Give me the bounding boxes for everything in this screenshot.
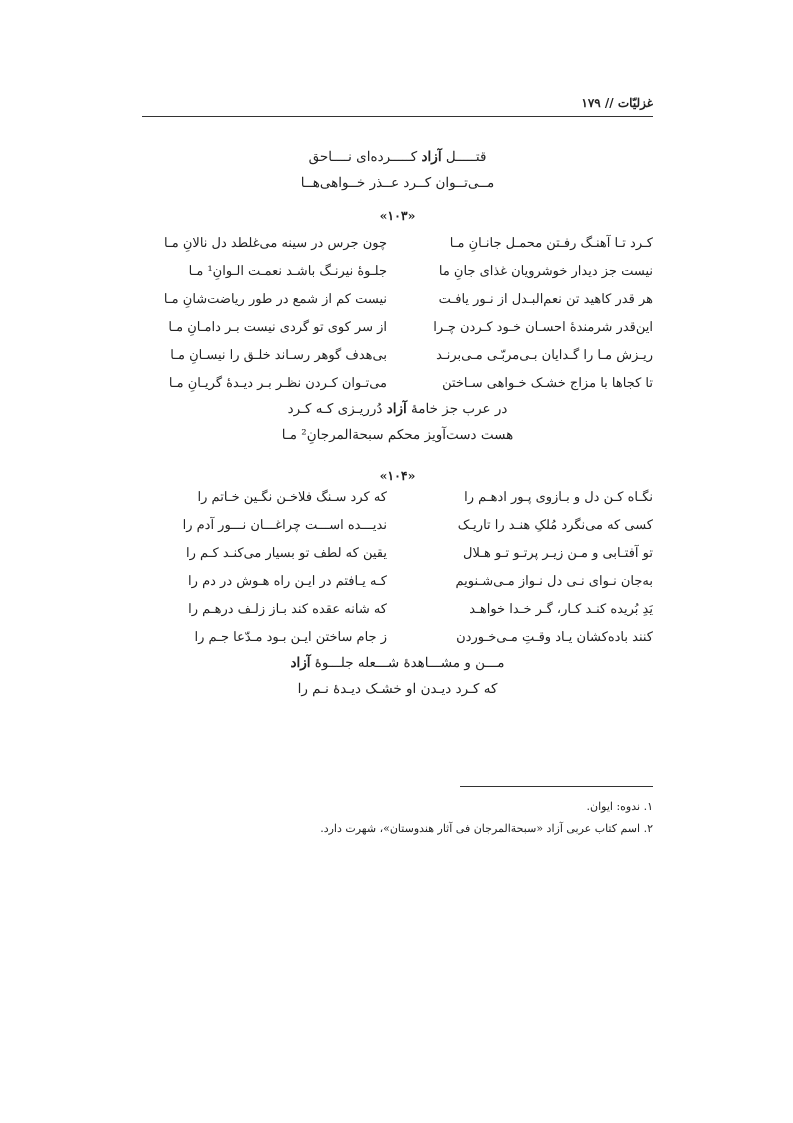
intro-couplet (142, 144, 653, 196)
hemistich-first: کـرد تـا آهنـگ رفـتن محمـل جانـانِ مـا (449, 236, 653, 251)
intro-line-2: مــی‌تــوان کــرد عــذر خــواهی‌هــا (300, 175, 495, 191)
hemistich-first: هر قدر کاهید تن نعم‌البـدل از نـور یافـت (438, 292, 653, 307)
hemistich-second: از سر کوی تو گردی نیست بـر دامـانِ مـا (168, 320, 387, 335)
footnote-divider (460, 786, 653, 787)
closing-line-2: هست دست‌آویز محکم سبحة‌المرجانِ² مـا (281, 427, 514, 443)
hemistich-first: نگـاه کـن دل و بـازوی پـور ادهـم را (464, 490, 653, 505)
footnote-1: ۱. ندوه: ایوان. (586, 800, 653, 813)
hemistich-second: که کرد سـنگ فلاخـن نگـین خـاتم را (197, 490, 387, 505)
hemistich-first: تو آفتـابی و مـن زیـر پرتـو تـو هـلال (463, 546, 653, 561)
couplet-row (142, 258, 653, 286)
couplet-row (142, 512, 653, 540)
hemistich-second: ندیـــده اســـت چراغـــان نـــور آدم را (182, 518, 387, 533)
closing-line-1: در عرب جز خامهٔ آزاد دُرریـزی کـه کـرد (287, 401, 508, 417)
hemistich-first: ریـزش مـا را گـدایان بـی‌مربّـی مـی‌برنـد (436, 348, 653, 363)
hemistich-second: نیست کم از شمع در طور ریاضت‌شانِ مـا (163, 292, 387, 307)
hemistich-first: کسی که می‌نگرد مُلکِ هنـد را تاریـک (457, 518, 653, 533)
couplet-row (142, 370, 653, 398)
hemistich-first: به‌جان نـوای نـی دل نـواز مـی‌شـنویم (455, 574, 653, 589)
couplet-row (142, 568, 653, 596)
couplet-row (142, 230, 653, 258)
intro-line-1: قتـــــل آزاد کـــــرده‌ای نــــاحق (308, 149, 487, 165)
footnotes (142, 796, 653, 840)
poet-name: آزاد (386, 401, 407, 417)
poem-104-couplets (142, 484, 653, 652)
hemistich-first: این‌قدر شرمندهٔ احسـان خـود کـردن چـرا (433, 320, 653, 335)
running-title: غزلیّات // ۱۷۹ (581, 96, 653, 110)
closing-line-1: مـــن و مشـــاهدهٔ شـــعله جلـــوهٔ آزاد (290, 655, 505, 671)
poet-name: آزاد (421, 149, 442, 165)
hemistich-second: جلـوهٔ نیرنـگ باشـد نعمـت الـوانِ¹ مـا (188, 264, 387, 279)
hemistich-first: تا کجاها با مزاج خشـک خـواهی سـاختن (442, 376, 653, 391)
poet-name: آزاد (290, 655, 311, 671)
hemistich-second: ز جام ساختن ایـن بـود مـدّعا جـم را (194, 630, 387, 645)
hemistich-second: بی‌هدف گوهر رسـاند خلـق را نیسـانِ مـا (170, 348, 387, 363)
hemistich-first: یَدِ بُریده کنـد کـار، گـر خـدا خواهـد (469, 602, 653, 617)
poem-103-couplets (142, 230, 653, 398)
couplet-row (142, 596, 653, 624)
hemistich-second: چون جرس در سینه می‌غلطد دل نالانِ مـا (164, 236, 387, 251)
poem-number-104: «۱۰۴» (379, 468, 416, 483)
closing-line-2: که کـرد دیـدن او خشـک دیـدهٔ نـم را (297, 681, 498, 697)
poem-103-closing (142, 396, 653, 448)
couplet-row (142, 342, 653, 370)
hemistich-first: نیست جز دیدار خوشرویان غذای جانِ ما (438, 264, 653, 279)
couplet-row (142, 314, 653, 342)
poem-104-closing (142, 650, 653, 702)
couplet-row (142, 286, 653, 314)
couplet-row (142, 540, 653, 568)
hemistich-second: می‌تـوان کـردن نظـر بـر دیـدهٔ گریـانِ مـا (168, 376, 387, 391)
hemistich-second: کـه یـافتم در ایـن راه هـوش در دم را (188, 574, 387, 589)
poem-number-103: «۱۰۳» (379, 208, 416, 223)
hemistich-second: یقین که لطف تو بسیار می‌کنـد کـم را (186, 546, 387, 561)
footnote-2: ۲. اسم کتاب عربی آزاد «سبحة‌المرجان فی آثار هندوستان»، شهرت دارد. (320, 822, 653, 835)
hemistich-second: که شانه عقده کند بـاز زلـف درهـم را (188, 602, 387, 617)
hemistich-first: کنند باده‌کشان یـاد وقـتِ مـی‌خـوردن (456, 630, 653, 645)
running-header (142, 96, 653, 117)
couplet-row (142, 624, 653, 652)
couplet-row (142, 484, 653, 512)
